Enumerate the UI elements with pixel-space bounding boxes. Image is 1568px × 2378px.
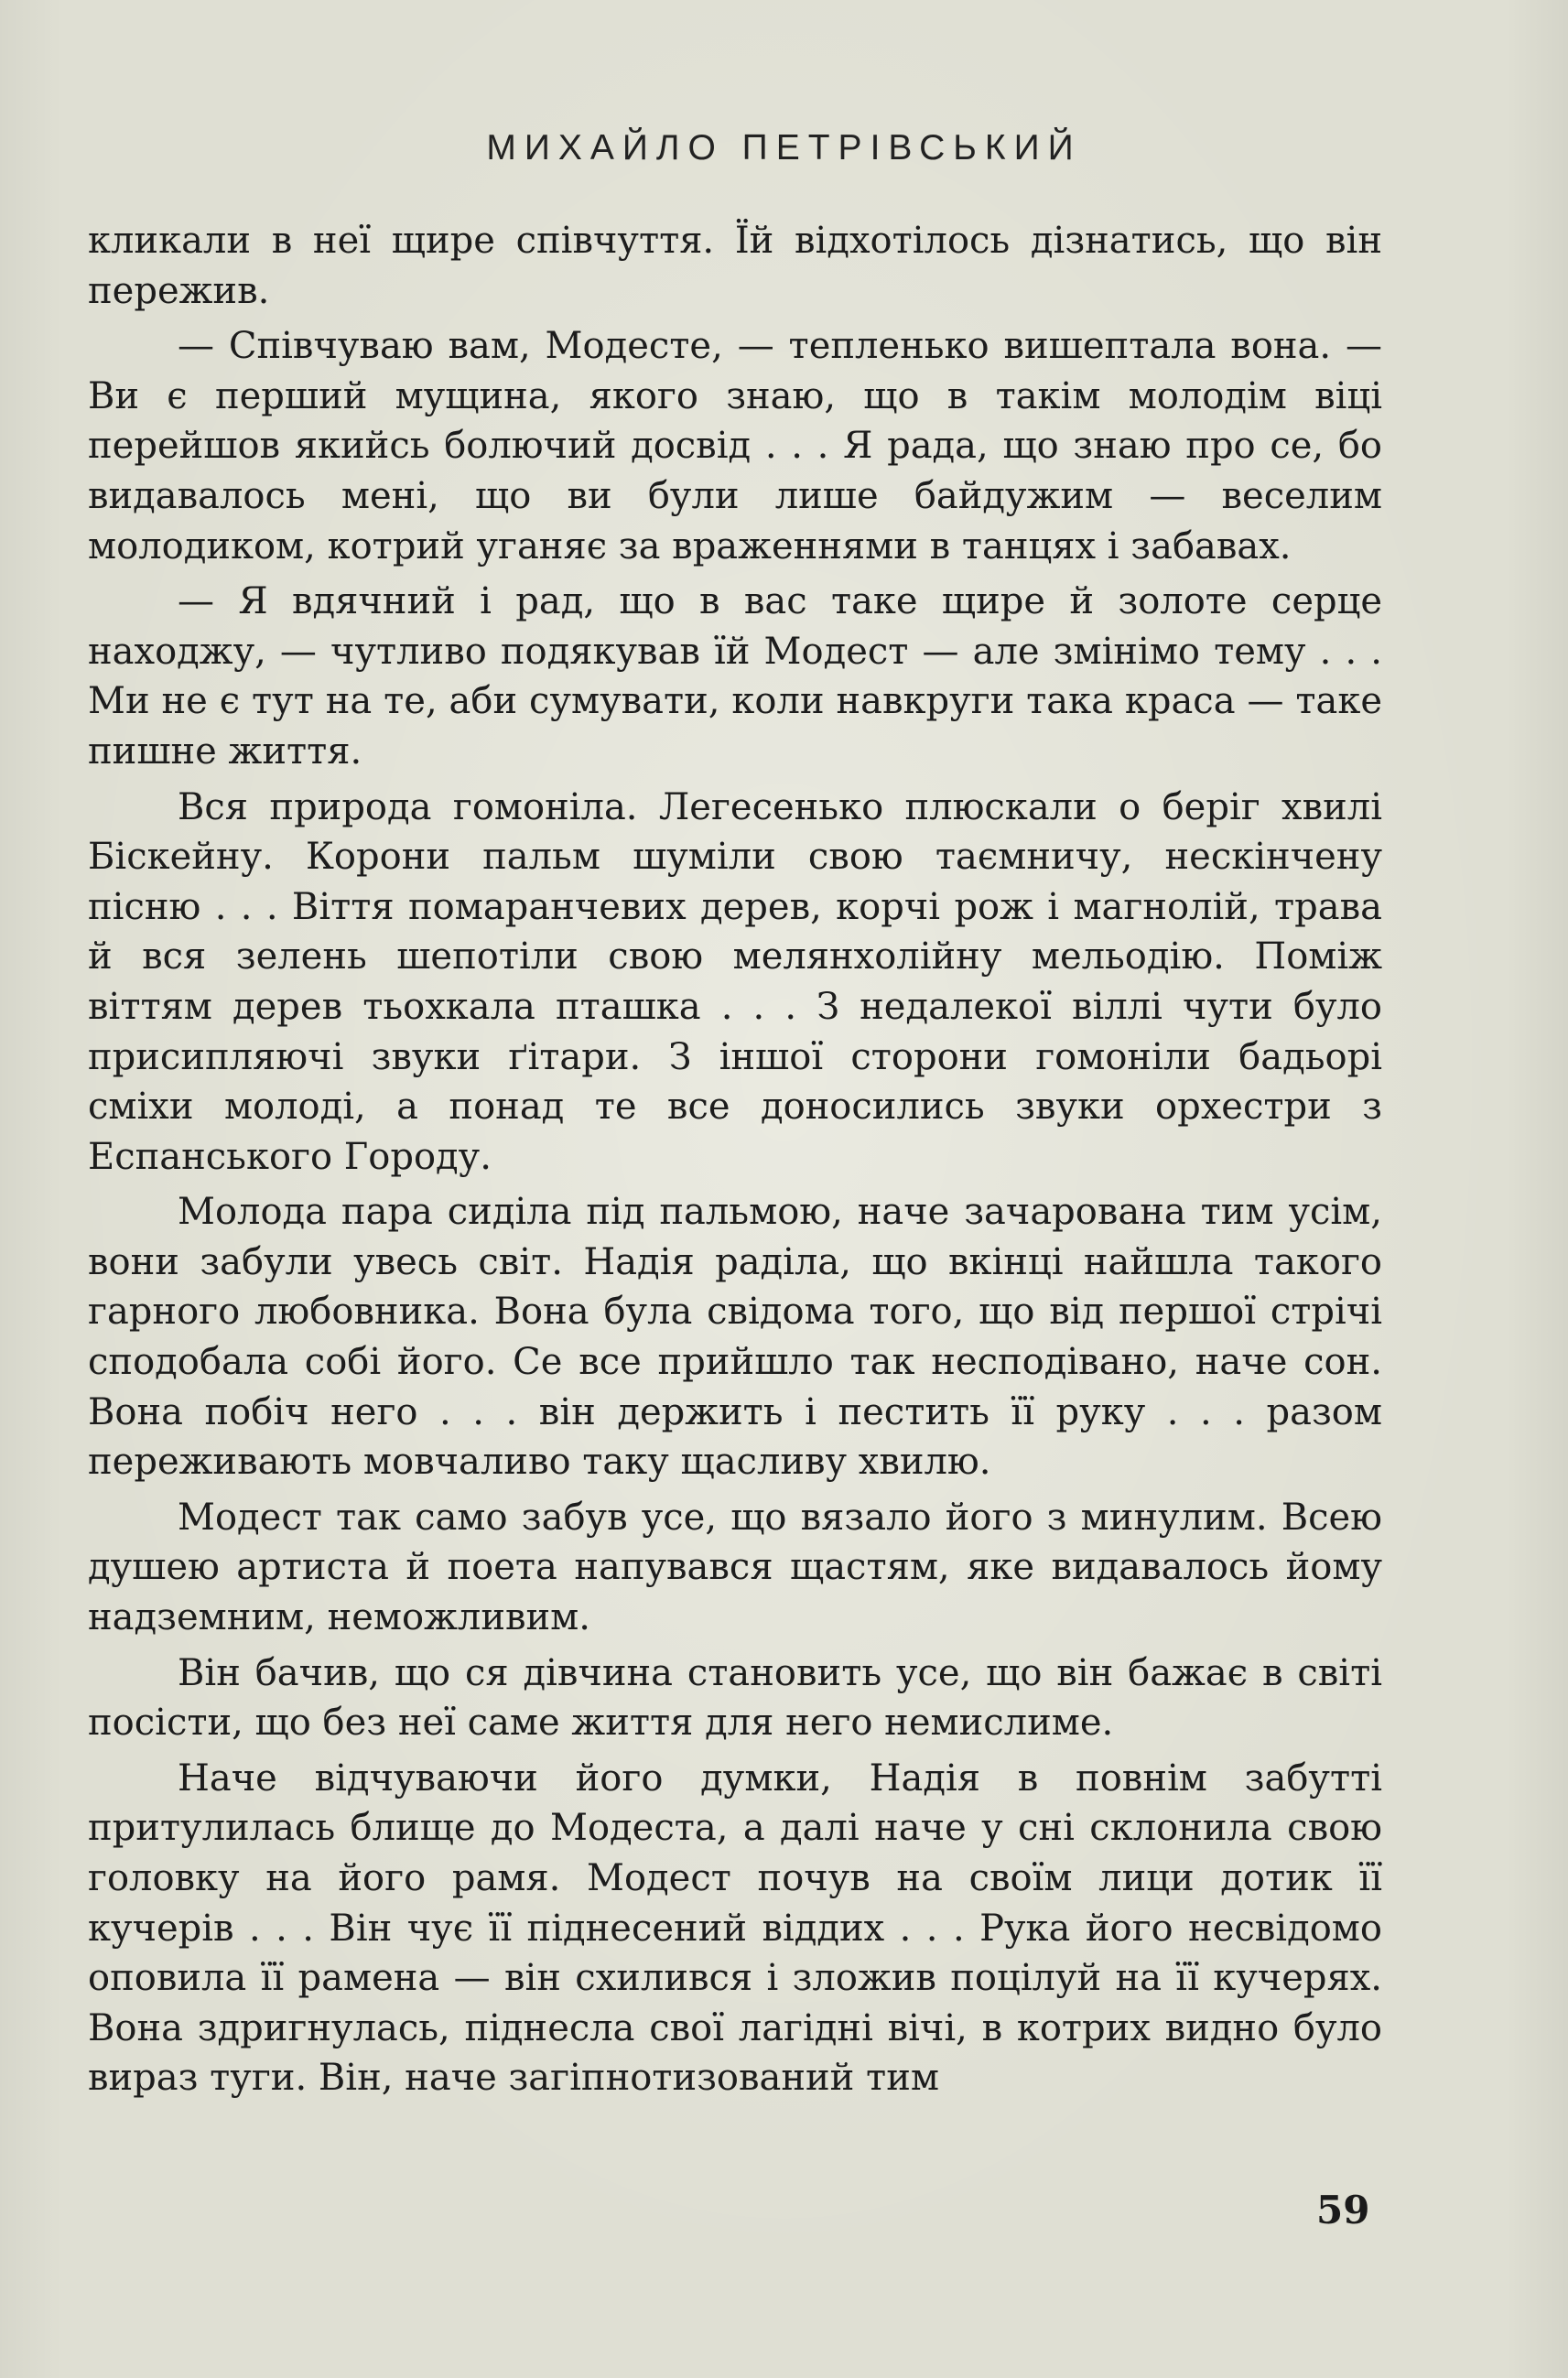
paragraph-continued: кликали в неї щире співчуття. Їй відхотілось дізнатись, що він пережив.: [88, 220, 1382, 312]
paragraph: — Я вдячний і рад, що в вас таке щире й золоте серце находжу, — чутливо подякував їй Модест — але змінімо тему . . . Ми не є тут на те, аби сумувати, коли навкруги така краса — таке пишне життя.: [88, 580, 1382, 773]
paragraph: Модест так само забув усе, що вязало його з минулим. Всею душею артиста й поета напувався щастям, яке видавалось йому надземним, неможливим.: [88, 1496, 1382, 1639]
page-number: 59: [1316, 2188, 1370, 2232]
body-text: [88, 216, 1382, 2109]
paragraph: — Співчуваю вам, Модесте, — тепленько вишептала вона. — Ви є перший мущина, якого знаю, що в такім молодім віці перейшов якийсь болючий досвід . . . Я рада, що знаю про се, бо видавалось мені, що ви були лише байдужим — веселим молодиком, котрий уганяє за враженнями в танцях і забавах.: [88, 325, 1382, 567]
paragraph: Наче відчуваючи його думки, Надія в повнім забутті притулилась блище до Модеста, а далі наче у сні склонила свою головку на його рамя. Модест почув на своїм лици дотик її кучерів . . . Він чує її піднесений віддих . . . Рука його несвідомо оповила її рамена — він схилився і зложив поцілуй на її кучерях. Вона здригнулась, піднесла свої лагідні вічі, в котрих видно було вираз туги. Він, наче загіпнотизований тим: [88, 1756, 1382, 2100]
paragraph: Вся природа гомоніла. Легесенько плюскали о беріг хвилі Біскейну. Корони пальм шуміли свою таємничу, нескінчену пісню . . . Віття помаранчевих дерев, корчі рож і магнолій, трава й вся зелень шепотіли свою мелянхолійну мельодію. Поміж віттям дерев тьохкала пташка . . . З недалекої віллі чути було присипляючі звуки ґітари. З іншої сторони гомоніли бадьорі сміхи молоді, а понад те все доносились звуки орхестри з Еспанського Городу.: [88, 785, 1382, 1178]
paragraph: Він бачив, що ся дівчина становить усе, що він бажає в світі посісти, що без неї саме життя для него немислиме.: [88, 1651, 1382, 1745]
running-head-author: МИХАЙЛО ПЕТРІВСЬКИЙ: [486, 128, 1082, 168]
paragraph: Молода пара сиділа під пальмою, наче зачарована тим усім, вони забули увесь світ. Надія раділа, що вкінці найшла такого гарного любовника. Вона була свідома того, що від першої стрічі сподобала собі його. Се все прийшло так несподівано, наче сон. Вона побіч него . . . він держить і пестить її руку . . . разом переживають мовчаливо таку щасливу хвилю.: [88, 1191, 1382, 1484]
